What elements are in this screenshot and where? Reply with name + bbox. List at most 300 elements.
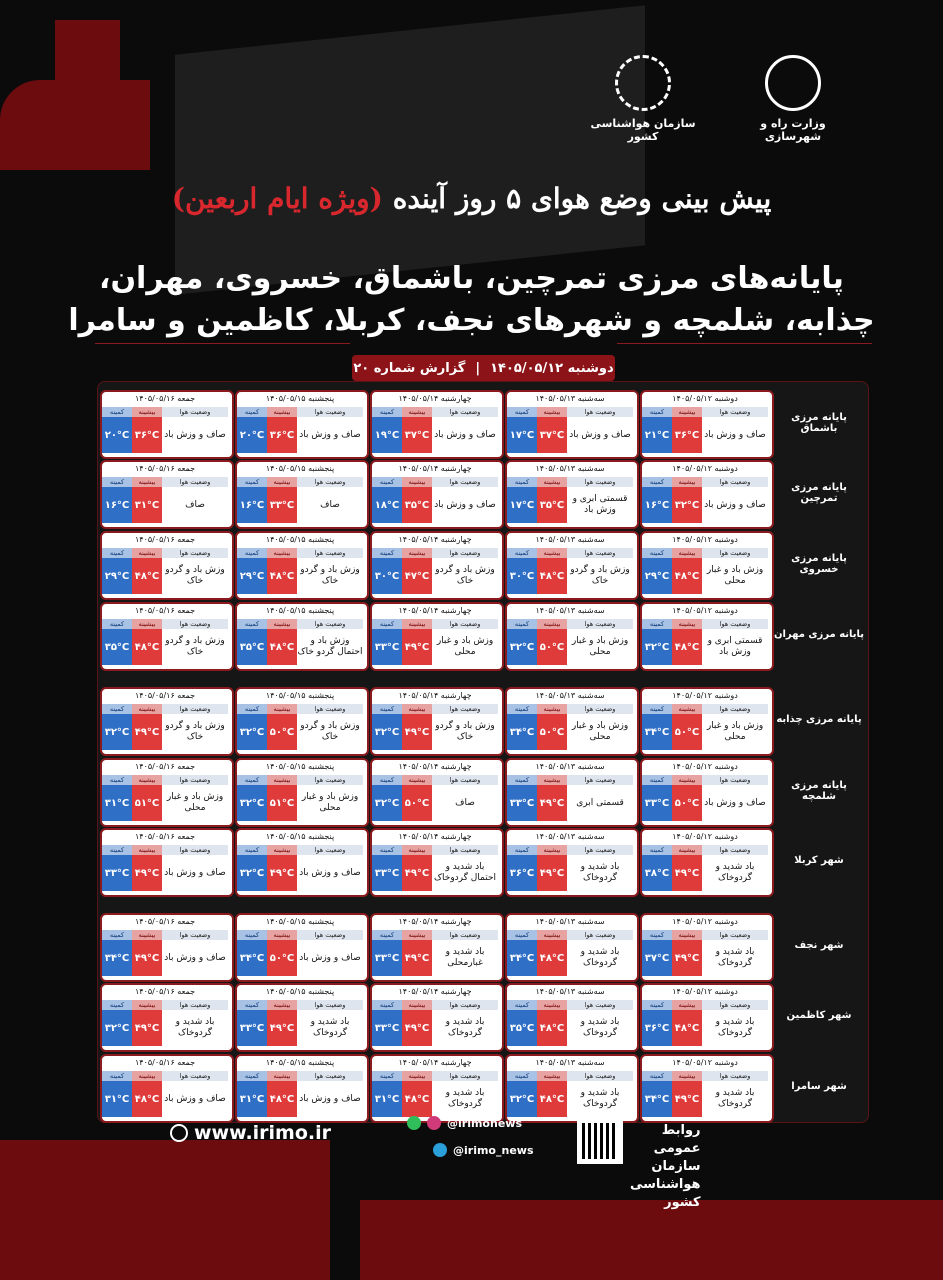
max-temp: ۴۹°C: [402, 629, 432, 665]
weather-condition: باد شدید و گردوخاک: [445, 1017, 485, 1038]
forecast-card: [640, 828, 774, 897]
max-temp: ۴۸°C: [537, 1010, 567, 1046]
weather-condition: باد شدید و گردوخاک: [715, 862, 755, 883]
header-condition: وضعیت هوا: [567, 775, 633, 785]
forecast-card: [370, 531, 504, 600]
header-condition: وضعیت هوا: [162, 548, 228, 558]
max-temp: ۴۹°C: [672, 1081, 702, 1117]
header-max: بیشینه: [402, 845, 432, 855]
max-temp: ۵۱°C: [132, 785, 162, 821]
min-temp: ۳۸°C: [642, 855, 672, 891]
report-date: دوشنبه ۱۴۰۵/۰۵/۱۲: [490, 360, 614, 376]
instagram-text: @irimonews: [447, 1116, 522, 1130]
card-date: پنجشنبه ۱۴۰۵/۰۵/۱۵: [265, 606, 335, 615]
header-condition: وضعیت هوا: [162, 477, 228, 487]
weather-condition: صاف و وزش باد: [704, 429, 766, 440]
max-temp: ۴۹°C: [267, 855, 297, 891]
header-min: کمینه: [237, 775, 267, 785]
header-condition: وضعیت هوا: [432, 619, 498, 629]
card-date: سه‌شنبه ۱۴۰۵/۰۵/۱۳: [535, 394, 605, 403]
background-red-flag-top: [55, 20, 120, 80]
forecast-card: [370, 460, 504, 529]
header-condition: وضعیت هوا: [567, 1000, 633, 1010]
min-temp: ۳۳°C: [237, 1010, 267, 1046]
header-condition: وضعیت هوا: [702, 1000, 768, 1010]
min-temp: ۳۲°C: [507, 629, 537, 665]
max-temp: ۴۸°C: [672, 629, 702, 665]
forecast-card: [100, 602, 234, 671]
separator-right: [617, 343, 872, 344]
header-max: بیشینه: [267, 477, 297, 487]
min-temp: ۳۶°C: [642, 1010, 672, 1046]
forecast-card: [235, 687, 369, 756]
card-header: [642, 775, 768, 785]
card-header: [642, 477, 768, 487]
header-condition: وضعیت هوا: [432, 1000, 498, 1010]
weather-condition: قسمتی ابری: [576, 797, 624, 808]
header-min: کمینه: [237, 407, 267, 417]
title-main: پیش بینی وضع هوای ۵ روز آینده: [392, 182, 772, 215]
emblem-icon: [765, 55, 821, 111]
card-date: پنجشنبه ۱۴۰۵/۰۵/۱۵: [265, 535, 335, 544]
header-min: کمینه: [507, 477, 537, 487]
card-date: پنجشنبه ۱۴۰۵/۰۵/۱۵: [265, 762, 335, 771]
header-min: کمینه: [102, 1071, 132, 1081]
weather-condition: صاف و وزش باد: [299, 429, 361, 440]
weather-condition: باد شدید و گردوخاک: [715, 947, 755, 968]
weather-condition: صاف و وزش باد: [569, 429, 631, 440]
max-temp: ۳۶°C: [132, 417, 162, 453]
card-header: [237, 1071, 363, 1081]
header-min: کمینه: [642, 930, 672, 940]
card-date: چهارشنبه ۱۴۰۵/۰۵/۱۴: [398, 987, 472, 996]
weather-condition: باد شدید و گردوخاک: [580, 1088, 620, 1109]
forecast-card: [100, 460, 234, 529]
header-condition: وضعیت هوا: [432, 704, 498, 714]
forecast-card: [505, 828, 639, 897]
header-max: بیشینه: [537, 1071, 567, 1081]
max-temp: ۴۸°C: [537, 1081, 567, 1117]
min-temp: ۱۹°C: [372, 417, 402, 453]
card-date: جمعه ۱۴۰۵/۰۵/۱۶: [134, 1058, 196, 1067]
row-location-label: شهر کاظمین: [786, 1010, 852, 1021]
header-min: کمینه: [237, 704, 267, 714]
header-max: بیشینه: [132, 704, 162, 714]
forecast-card: [505, 758, 639, 827]
header-min: کمینه: [372, 407, 402, 417]
header-condition: وضعیت هوا: [297, 1071, 363, 1081]
weather-condition: وزش باد و گردو خاک: [435, 721, 495, 742]
header-min: کمینه: [642, 704, 672, 714]
header-condition: وضعیت هوا: [567, 704, 633, 714]
card-header: [237, 407, 363, 417]
max-temp: ۳۶°C: [267, 417, 297, 453]
max-temp: ۴۹°C: [132, 1010, 162, 1046]
min-temp: ۳۴°C: [507, 714, 537, 750]
min-temp: ۳۲°C: [102, 714, 132, 750]
header-max: بیشینه: [267, 407, 297, 417]
weather-condition: صاف: [320, 499, 340, 510]
weather-condition: وزش باد و غبار محلی: [436, 636, 494, 657]
weather-condition: صاف و وزش باد: [434, 499, 496, 510]
max-temp: ۴۹°C: [402, 940, 432, 976]
header-max: بیشینه: [402, 1071, 432, 1081]
forecast-card: [640, 983, 774, 1052]
weather-condition: وزش باد و غبار محلی: [301, 792, 359, 813]
weather-condition: قسمتی ابری و وزش باد: [707, 636, 763, 657]
header-max: بیشینه: [537, 775, 567, 785]
weather-condition: باد شدید و گردوخاک: [715, 1088, 755, 1109]
card-header: [237, 704, 363, 714]
forecast-card: [100, 1054, 234, 1123]
header-condition: وضعیت هوا: [297, 930, 363, 940]
min-temp: ۳۲°C: [237, 855, 267, 891]
weather-condition: وزش باد و گردو خاک: [570, 565, 630, 586]
header-min: کمینه: [102, 845, 132, 855]
forecast-card: [640, 687, 774, 756]
logos: [588, 55, 848, 150]
weather-condition: صاف و وزش باد: [164, 952, 226, 963]
header-min: کمینه: [237, 845, 267, 855]
header-max: بیشینه: [537, 477, 567, 487]
card-header: [642, 1000, 768, 1010]
card-header: [507, 548, 633, 558]
card-header: [102, 930, 228, 940]
max-temp: ۴۹°C: [132, 855, 162, 891]
min-temp: ۱۶°C: [237, 487, 267, 523]
min-temp: ۲۰°C: [102, 417, 132, 453]
website-link[interactable]: [170, 1122, 331, 1144]
header-max: بیشینه: [672, 548, 702, 558]
forecast-card: [370, 390, 504, 459]
card-date: دوشنبه ۱۴۰۵/۰۵/۱۲: [672, 394, 738, 403]
header-max: بیشینه: [267, 619, 297, 629]
qr-code: [577, 1118, 623, 1164]
subtitle-line-1: پایانه‌های مرزی تمرچین، باشماق، خسروی، مهران،: [99, 261, 844, 296]
header-min: کمینه: [372, 548, 402, 558]
card-header: [372, 548, 498, 558]
card-date: پنجشنبه ۱۴۰۵/۰۵/۱۵: [265, 832, 335, 841]
weather-condition: باد شدید و گردوخاک: [580, 947, 620, 968]
card-date: سه‌شنبه ۱۴۰۵/۰۵/۱۳: [535, 691, 605, 700]
min-temp: ۳۲°C: [372, 714, 402, 750]
row-location-label: پایانه مرزی تمرچین: [791, 481, 847, 504]
min-temp: ۳۳°C: [372, 1010, 402, 1046]
header-max: بیشینه: [402, 477, 432, 487]
forecast-card: [100, 828, 234, 897]
max-temp: ۴۹°C: [537, 855, 567, 891]
header-max: بیشینه: [402, 704, 432, 714]
header-min: کمینه: [642, 1071, 672, 1081]
globe-icon: [170, 1124, 188, 1142]
header-condition: وضعیت هوا: [162, 1000, 228, 1010]
row-location-label: پایانه مرزی شلمچه: [791, 779, 847, 802]
card-date: چهارشنبه ۱۴۰۵/۰۵/۱۴: [398, 535, 472, 544]
max-temp: ۴۸°C: [672, 558, 702, 594]
header-condition: وضعیت هوا: [567, 477, 633, 487]
forecast-card: [100, 758, 234, 827]
header-condition: وضعیت هوا: [162, 930, 228, 940]
header-max: بیشینه: [132, 775, 162, 785]
website-text: www.irimo.ir: [194, 1122, 332, 1144]
weather-condition: صاف و وزش باد: [299, 1093, 361, 1104]
forecast-card: [640, 758, 774, 827]
min-temp: ۳۱°C: [102, 785, 132, 821]
separator-left: [95, 343, 350, 344]
forecast-card: [370, 687, 504, 756]
min-temp: ۳۲°C: [237, 785, 267, 821]
weather-condition: وزش باد و غبار محلی: [571, 721, 629, 742]
forecast-row: [98, 460, 868, 525]
max-temp: ۵۰°C: [402, 785, 432, 821]
header-min: کمینه: [372, 775, 402, 785]
max-temp: ۴۸°C: [267, 558, 297, 594]
header-min: کمینه: [237, 1071, 267, 1081]
weather-condition: صاف و وزش باد: [164, 1093, 226, 1104]
header-max: بیشینه: [267, 930, 297, 940]
header-max: بیشینه: [132, 845, 162, 855]
card-date: پنجشنبه ۱۴۰۵/۰۵/۱۵: [265, 464, 335, 473]
card-date: دوشنبه ۱۴۰۵/۰۵/۱۲: [672, 535, 738, 544]
header-condition: وضعیت هوا: [162, 704, 228, 714]
card-date: چهارشنبه ۱۴۰۵/۰۵/۱۴: [398, 394, 472, 403]
card-date: پنجشنبه ۱۴۰۵/۰۵/۱۵: [265, 394, 335, 403]
header-min: کمینه: [102, 477, 132, 487]
forecast-row: [98, 983, 868, 1048]
max-temp: ۴۸°C: [402, 1081, 432, 1117]
weather-condition: صاف و وزش باد: [299, 952, 361, 963]
forecast-row: [98, 758, 868, 823]
title-highlight: (ویژه ایام اربعین): [171, 182, 383, 215]
weather-condition: صاف و وزش باد: [704, 797, 766, 808]
min-temp: ۲۹°C: [102, 558, 132, 594]
card-header: [642, 619, 768, 629]
max-temp: ۴۸°C: [537, 940, 567, 976]
card-header: [372, 477, 498, 487]
card-header: [642, 930, 768, 940]
card-date: چهارشنبه ۱۴۰۵/۰۵/۱۴: [398, 762, 472, 771]
header-max: بیشینه: [537, 619, 567, 629]
card-header: [237, 477, 363, 487]
header-condition: وضعیت هوا: [432, 845, 498, 855]
forecast-card: [235, 758, 369, 827]
header-max: بیشینه: [537, 407, 567, 417]
card-date: دوشنبه ۱۴۰۵/۰۵/۱۲: [672, 917, 738, 926]
card-header: [642, 1071, 768, 1081]
telegram-icon: [433, 1143, 447, 1157]
card-header: [237, 1000, 363, 1010]
row-location-label: پایانه مرزی چذابه: [776, 714, 862, 725]
forecast-card: [640, 460, 774, 529]
card-header: [237, 548, 363, 558]
forecast-card: [370, 828, 504, 897]
card-header: [642, 845, 768, 855]
header-max: بیشینه: [267, 845, 297, 855]
ministry-name: وزارت راه و شهرسازی: [760, 117, 826, 143]
max-temp: ۳۶°C: [672, 417, 702, 453]
min-temp: ۳۳°C: [372, 940, 402, 976]
max-temp: ۵۱°C: [267, 785, 297, 821]
min-temp: ۳۰°C: [372, 558, 402, 594]
min-temp: ۲۹°C: [642, 558, 672, 594]
header-condition: وضعیت هوا: [567, 619, 633, 629]
header-condition: وضعیت هوا: [297, 845, 363, 855]
card-header: [372, 1071, 498, 1081]
weather-condition: وزش باد و غبار محلی: [571, 636, 629, 657]
card-header: [507, 1000, 633, 1010]
header-max: بیشینه: [672, 407, 702, 417]
min-temp: ۳۲°C: [372, 785, 402, 821]
weather-condition: وزش باد و گردو خاک: [165, 565, 225, 586]
header-condition: وضعیت هوا: [702, 477, 768, 487]
card-header: [102, 1000, 228, 1010]
weather-condition: باد شدید و گردوخاک: [580, 1017, 620, 1038]
card-date: جمعه ۱۴۰۵/۰۵/۱۶: [134, 917, 196, 926]
card-date: چهارشنبه ۱۴۰۵/۰۵/۱۴: [398, 606, 472, 615]
card-date: چهارشنبه ۱۴۰۵/۰۵/۱۴: [398, 691, 472, 700]
card-header: [102, 1071, 228, 1081]
weather-condition: وزش باد و غبار محلی: [166, 792, 224, 813]
header-max: بیشینه: [537, 548, 567, 558]
card-header: [102, 548, 228, 558]
max-temp: ۴۹°C: [267, 1010, 297, 1046]
card-date: پنجشنبه ۱۴۰۵/۰۵/۱۵: [265, 917, 335, 926]
min-temp: ۳۰°C: [507, 558, 537, 594]
min-temp: ۲۱°C: [642, 417, 672, 453]
header-max: بیشینه: [537, 930, 567, 940]
forecast-card: [370, 913, 504, 982]
card-header: [507, 407, 633, 417]
instagram-icon: [427, 1116, 441, 1130]
min-temp: ۳۳°C: [372, 855, 402, 891]
weather-condition: صاف: [455, 797, 475, 808]
min-temp: ۳۴°C: [642, 1081, 672, 1117]
header-min: کمینه: [642, 1000, 672, 1010]
header-max: بیشینه: [132, 1071, 162, 1081]
header-condition: وضعیت هوا: [162, 775, 228, 785]
header-condition: وضعیت هوا: [432, 1071, 498, 1081]
card-date: سه‌شنبه ۱۴۰۵/۰۵/۱۳: [535, 606, 605, 615]
max-temp: ۵۰°C: [267, 714, 297, 750]
header-min: کمینه: [507, 548, 537, 558]
max-temp: ۵۰°C: [672, 785, 702, 821]
header-condition: وضعیت هوا: [432, 477, 498, 487]
max-temp: ۵۰°C: [537, 629, 567, 665]
card-date: دوشنبه ۱۴۰۵/۰۵/۱۲: [672, 987, 738, 996]
max-temp: ۳۷°C: [402, 417, 432, 453]
card-header: [372, 1000, 498, 1010]
whatsapp-icon: [407, 1116, 421, 1130]
header-condition: وضعیت هوا: [297, 619, 363, 629]
forecast-card: [235, 602, 369, 671]
header-condition: وضعیت هوا: [702, 1071, 768, 1081]
header-min: کمینه: [372, 704, 402, 714]
min-temp: ۳۲°C: [102, 1010, 132, 1046]
card-date: دوشنبه ۱۴۰۵/۰۵/۱۲: [672, 832, 738, 841]
header-max: بیشینه: [672, 1071, 702, 1081]
header-min: کمینه: [102, 619, 132, 629]
instagram-link[interactable]: [407, 1116, 522, 1130]
forecast-card: [235, 531, 369, 600]
forecast-card: [505, 460, 639, 529]
weather-condition: وزش باد و غبار محلی: [706, 721, 764, 742]
min-temp: ۳۲°C: [642, 629, 672, 665]
card-header: [372, 775, 498, 785]
forecast-card: [100, 687, 234, 756]
forecast-card: [640, 1054, 774, 1123]
header-max: بیشینه: [132, 619, 162, 629]
header-max: بیشینه: [267, 1071, 297, 1081]
card-header: [372, 930, 498, 940]
forecast-card: [505, 983, 639, 1052]
header-condition: وضعیت هوا: [162, 619, 228, 629]
header-min: کمینه: [507, 930, 537, 940]
header-condition: وضعیت هوا: [702, 407, 768, 417]
header-min: کمینه: [372, 1000, 402, 1010]
header-condition: وضعیت هوا: [567, 1071, 633, 1081]
header-min: کمینه: [237, 548, 267, 558]
header-condition: وضعیت هوا: [297, 1000, 363, 1010]
forecast-card: [235, 460, 369, 529]
max-temp: ۳۳°C: [267, 487, 297, 523]
forecast-card: [235, 828, 369, 897]
card-header: [507, 845, 633, 855]
header-min: کمینه: [507, 704, 537, 714]
card-date: چهارشنبه ۱۴۰۵/۰۵/۱۴: [398, 464, 472, 473]
card-date: دوشنبه ۱۴۰۵/۰۵/۱۲: [672, 691, 738, 700]
header-min: کمینه: [102, 704, 132, 714]
card-header: [237, 775, 363, 785]
header-max: بیشینه: [267, 775, 297, 785]
header-min: کمینه: [507, 1000, 537, 1010]
weather-condition: وزش باد و گردو خاک: [300, 721, 360, 742]
met-name: سازمان هواشناسی کشور: [590, 117, 696, 143]
card-header: [642, 548, 768, 558]
card-date: پنجشنبه ۱۴۰۵/۰۵/۱۵: [265, 987, 335, 996]
card-date: دوشنبه ۱۴۰۵/۰۵/۱۲: [672, 762, 738, 771]
footer: [170, 1116, 701, 1210]
header-condition: وضعیت هوا: [432, 930, 498, 940]
max-temp: ۴۹°C: [672, 855, 702, 891]
header-max: بیشینه: [537, 845, 567, 855]
row-location-label: پایانه مرزی باشماق: [791, 411, 847, 434]
card-date: جمعه ۱۴۰۵/۰۵/۱۶: [134, 464, 196, 473]
page-subtitle: [40, 258, 903, 342]
weather-condition: صاف: [185, 499, 205, 510]
forecast-row: [98, 828, 868, 893]
card-header: [507, 619, 633, 629]
weather-condition: صاف و وزش باد: [299, 867, 361, 878]
report-number: گزارش شماره ۲۰: [353, 360, 466, 376]
forecast-card: [505, 602, 639, 671]
card-header: [102, 407, 228, 417]
header-min: کمینه: [507, 619, 537, 629]
card-date: دوشنبه ۱۴۰۵/۰۵/۱۲: [672, 464, 738, 473]
header-max: بیشینه: [132, 477, 162, 487]
header-condition: وضعیت هوا: [567, 845, 633, 855]
header-max: بیشینه: [132, 407, 162, 417]
telegram-link[interactable]: [433, 1143, 534, 1157]
card-date: دوشنبه ۱۴۰۵/۰۵/۱۲: [672, 606, 738, 615]
card-header: [102, 845, 228, 855]
card-header: [507, 930, 633, 940]
min-temp: ۳۲°C: [237, 714, 267, 750]
min-temp: ۳۳°C: [642, 785, 672, 821]
card-date: سه‌شنبه ۱۴۰۵/۰۵/۱۳: [535, 464, 605, 473]
max-temp: ۴۹°C: [672, 940, 702, 976]
forecast-card: [640, 602, 774, 671]
min-temp: ۳۳°C: [507, 785, 537, 821]
